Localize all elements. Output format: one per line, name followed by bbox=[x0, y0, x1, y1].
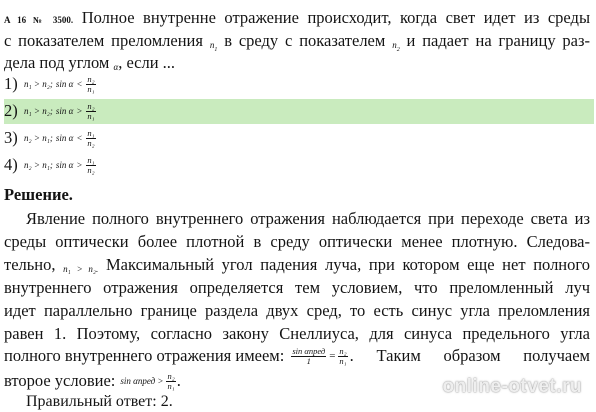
option-3[interactable] bbox=[4, 124, 97, 152]
problem-text-1: Полное внутренне отражение происходит, когда свет идет из среды bbox=[81, 8, 591, 27]
fraction: $\frac{\text{n₁}}{\text{n₂}}$ bbox=[87, 154, 95, 175]
option-label: 1) bbox=[4, 74, 18, 93]
problem-text-2a: с показателем преломления bbox=[4, 31, 203, 50]
watermark-logo: online-otvet.ru bbox=[442, 376, 582, 397]
var-alpha: α bbox=[113, 62, 119, 72]
problem-text-2b: в среду с показателем bbox=[224, 31, 386, 50]
option-1[interactable] bbox=[4, 70, 97, 98]
var-n1: $n_1$ bbox=[209, 40, 218, 53]
fraction-n2-n1-final: $\frac{\text{n₂}}{\text{n₁}}$ bbox=[167, 370, 175, 391]
option-2[interactable] bbox=[4, 97, 97, 125]
fraction: $\frac{\text{n₂}}{\text{n₁}}$ bbox=[87, 100, 95, 121]
solution-line-4: внутреннего отражения определяется тем условием, что преломленный луч bbox=[4, 278, 590, 297]
option-condition: n₂ > n₁; sin α > $\frac{\text{n₁}}{\text{n₂}}$ bbox=[24, 154, 95, 175]
option-label: 3) bbox=[4, 128, 18, 147]
fraction: $\frac{\text{n₂}}{\text{n₁}}$ bbox=[87, 73, 95, 94]
solution-line-7: полного внутреннего отражения имеем: $\frac{\text{sin αпред}}{1}$ = $\frac{\text{n₂}}{\text{n₁}}$ . Таким образом получаем bbox=[4, 345, 590, 366]
problem-text-3b: , если ... bbox=[118, 53, 176, 72]
var-n2: $n_2$ bbox=[392, 40, 400, 53]
solution-line-5: идет параллельно границе раздела двух сред, то есть синус угла преломления bbox=[4, 301, 590, 320]
option-label: 4) bbox=[4, 155, 18, 174]
fraction-sin-limit: $\frac{\text{sin αпред}}{1}$ bbox=[292, 345, 326, 366]
problem-line-1 bbox=[4, 8, 590, 30]
option-condition: n₁ > n₂; sin α > $\frac{\text{n₂}}{\text{n₁}}$ bbox=[24, 100, 95, 121]
solution-line-3: тельно, n₁ > n₂. Максимальный угол падения луча, при котором еще нет полного bbox=[4, 255, 590, 274]
solution-line-8: второе условие: sin αпред > $\frac{\text{n₂}}{\text{n₁}}$ . bbox=[4, 370, 181, 391]
inline-condition: n₁ > n₂. bbox=[63, 264, 99, 274]
solution-line-6: равен 1. Поэтому, согласно закону Снеллиуса, для синуса предельного угла bbox=[4, 324, 590, 343]
answer-line-cut: Правильный ответ: 2. bbox=[26, 393, 173, 410]
option-condition: n₂ > n₁; sin α < $\frac{\text{n₁}}{\text{n₂}}$ bbox=[24, 127, 95, 148]
solution-line-1: Явление полного внутреннего отражения наблюдается при переходе света из bbox=[26, 209, 590, 228]
option-label: 2) bbox=[4, 101, 18, 120]
solution-heading: Решение. bbox=[4, 185, 73, 204]
option-condition: n₁ > n₂; sin α < $\frac{\text{n₂}}{\text{n₁}}$ bbox=[24, 73, 95, 94]
solution-line-2: среды оптически более плотной в среду оптически менее плотную. Следова- bbox=[4, 232, 590, 251]
option-4[interactable] bbox=[4, 151, 97, 179]
problem-text-2c: и падает на границу раз- bbox=[406, 31, 591, 50]
problem-number: А 16 № 3500. bbox=[4, 15, 74, 25]
fraction: $\frac{\text{n₁}}{\text{n₂}}$ bbox=[87, 127, 95, 148]
problem-text-3a: дела под углом bbox=[4, 53, 110, 72]
fraction-n2-n1: $\frac{\text{n₂}}{\text{n₁}}$ bbox=[339, 345, 347, 366]
